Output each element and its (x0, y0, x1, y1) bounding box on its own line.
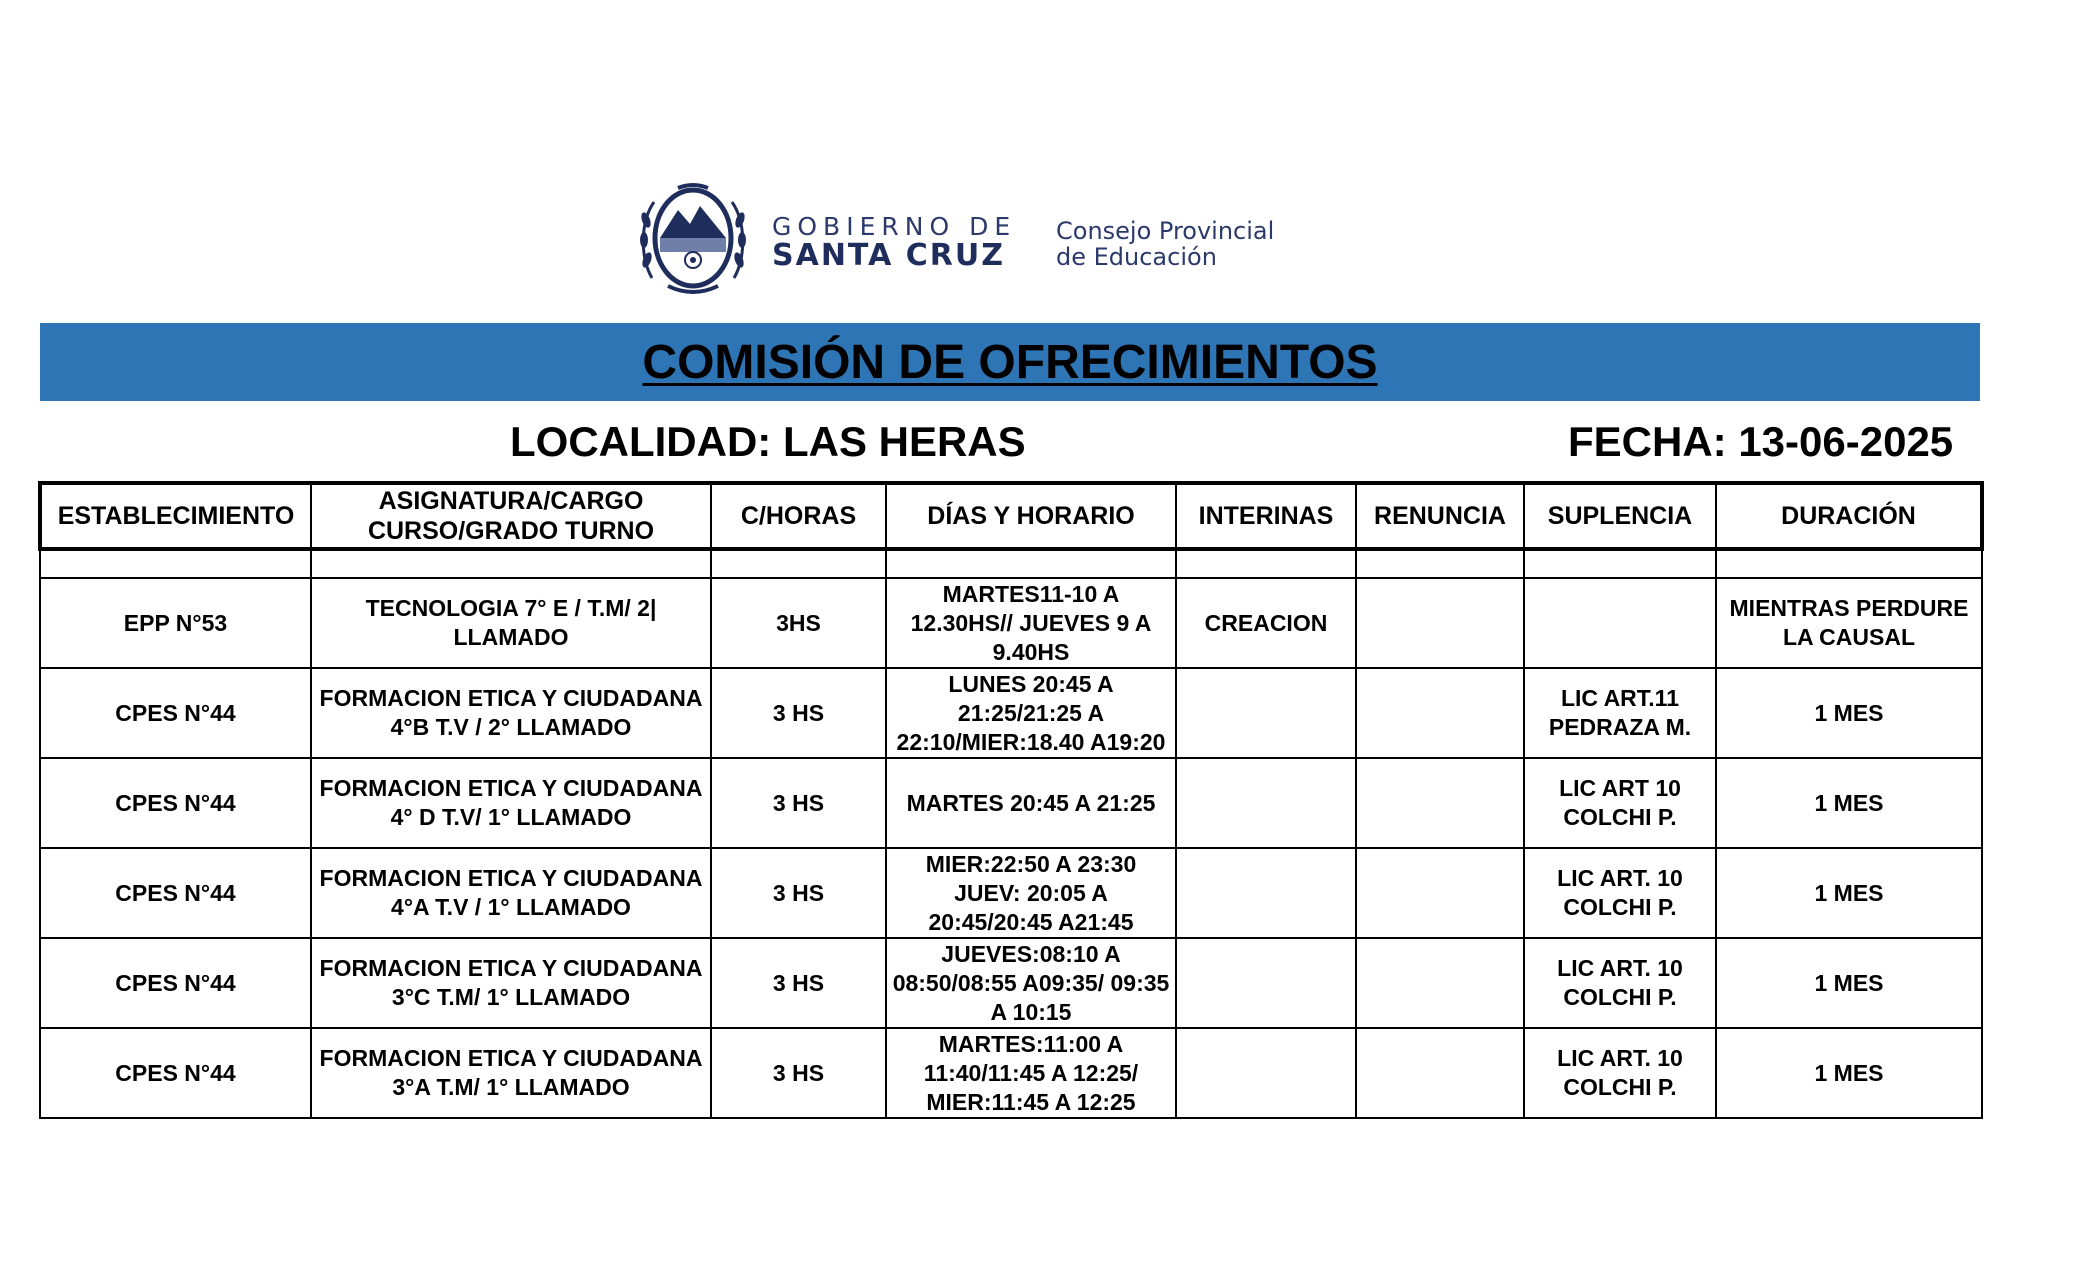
table-cell (1524, 578, 1716, 668)
table-row (40, 938, 1982, 1028)
table-cell: LIC ART. 10 COLCHI P. (1524, 1028, 1716, 1118)
table-cell: CREACION (1176, 578, 1356, 668)
column-header: SUPLENCIA (1524, 483, 1716, 549)
table-cell: CPES N°44 (40, 938, 311, 1028)
table-cell (1176, 848, 1356, 938)
table-row (40, 578, 1982, 668)
table-cell: FORMACION ETICA Y CIUDADANA 4° D T.V/ 1° LLAMADO (311, 758, 711, 848)
page-title: COMISIÓN DE OFRECIMIENTOS (642, 335, 1378, 389)
header-logo (638, 180, 1298, 300)
table-cell: LIC ART 10 COLCHI P. (1524, 758, 1716, 848)
table-cell: MARTES:11:00 A 11:40/11:45 A 12:25/ MIER:11:45 A 12:25 (886, 1028, 1176, 1118)
title-bar (40, 323, 1980, 401)
logo-line-gobierno: GOBIERNO DE (772, 212, 1017, 241)
table-row (40, 668, 1982, 758)
table-cell (1176, 668, 1356, 758)
table-cell: LIC ART. 10 COLCHI P. (1524, 938, 1716, 1028)
table-row (40, 758, 1982, 848)
table-cell (1176, 1028, 1356, 1118)
table-spacer-row (40, 549, 1982, 578)
column-header: INTERINAS (1176, 483, 1356, 549)
table-cell (1356, 848, 1524, 938)
table-cell: LUNES 20:45 A 21:25/21:25 A 22:10/MIER:18.40 A19:20 (886, 668, 1176, 758)
table-cell: LIC ART. 10 COLCHI P. (1524, 848, 1716, 938)
provincial-seal-icon (638, 180, 748, 300)
table-cell: LIC ART.11 PEDRAZA M. (1524, 668, 1716, 758)
consejo-name (1056, 218, 1274, 270)
table-cell: 3 HS (711, 848, 886, 938)
table-cell: 3HS (711, 578, 886, 668)
table-row (40, 1028, 1982, 1118)
ofrecimientos-table (38, 481, 1984, 1119)
consejo-line-1: Consejo Provincial (1056, 217, 1275, 245)
table-cell: JUEVES:08:10 A 08:50/08:55 A09:35/ 09:35 A 10:15 (886, 938, 1176, 1028)
logo-line-santa-cruz: SANTA CRUZ (772, 238, 1005, 273)
column-header: RENUNCIA (1356, 483, 1524, 549)
table-cell: 3 HS (711, 1028, 886, 1118)
table-cell: 3 HS (711, 938, 886, 1028)
column-header: DURACIÓN (1716, 483, 1982, 549)
table-cell: MIENTRAS PERDURE LA CAUSAL (1716, 578, 1982, 668)
table-cell: CPES N°44 (40, 848, 311, 938)
localidad-label: LOCALIDAD: LAS HERAS (510, 418, 1026, 465)
table-cell: 3 HS (711, 758, 886, 848)
table-cell (1356, 938, 1524, 1028)
table-header-row (40, 483, 1982, 549)
table-cell: MARTES 20:45 A 21:25 (886, 758, 1176, 848)
table-row (40, 848, 1982, 938)
table-cell (1176, 758, 1356, 848)
column-header: ESTABLECIMIENTO (40, 483, 311, 549)
table-cell: 1 MES (1716, 668, 1982, 758)
table-cell: 1 MES (1716, 938, 1982, 1028)
table-cell: 1 MES (1716, 758, 1982, 848)
table-cell: FORMACION ETICA Y CIUDADANA 4°B T.V / 2° LLAMADO (311, 668, 711, 758)
consejo-line-2: de Educación (1056, 243, 1217, 271)
table-cell: FORMACION ETICA Y CIUDADANA 4°A T.V / 1° LLAMADO (311, 848, 711, 938)
table-cell (1356, 758, 1524, 848)
table-cell (1356, 1028, 1524, 1118)
table-cell: CPES N°44 (40, 1028, 311, 1118)
table-cell: 1 MES (1716, 1028, 1982, 1118)
table-cell: FORMACION ETICA Y CIUDADANA 3°C T.M/ 1° LLAMADO (311, 938, 711, 1028)
fecha-label: FECHA: 13-06-2025 (1568, 418, 1954, 465)
table-cell: FORMACION ETICA Y CIUDADANA 3°A T.M/ 1° LLAMADO (311, 1028, 711, 1118)
table-cell: MIER:22:50 A 23:30 JUEV: 20:05 A 20:45/20:45 A21:45 (886, 848, 1176, 938)
table-cell (1356, 578, 1524, 668)
table-cell: CPES N°44 (40, 668, 311, 758)
column-header: C/HORAS (711, 483, 886, 549)
table-cell: EPP N°53 (40, 578, 311, 668)
table-cell: CPES N°44 (40, 758, 311, 848)
table-cell: TECNOLOGIA 7° E / T.M/ 2| LLAMADO (311, 578, 711, 668)
column-header: ASIGNATURA/CARGO CURSO/GRADO TURNO (311, 483, 711, 549)
table-cell (1176, 938, 1356, 1028)
table-cell: MARTES11-10 A 12.30HS// JUEVES 9 A 9.40HS (886, 578, 1176, 668)
column-header: DÍAS Y HORARIO (886, 483, 1176, 549)
table-cell: 1 MES (1716, 848, 1982, 938)
table-cell (1356, 668, 1524, 758)
table-cell: 3 HS (711, 668, 886, 758)
